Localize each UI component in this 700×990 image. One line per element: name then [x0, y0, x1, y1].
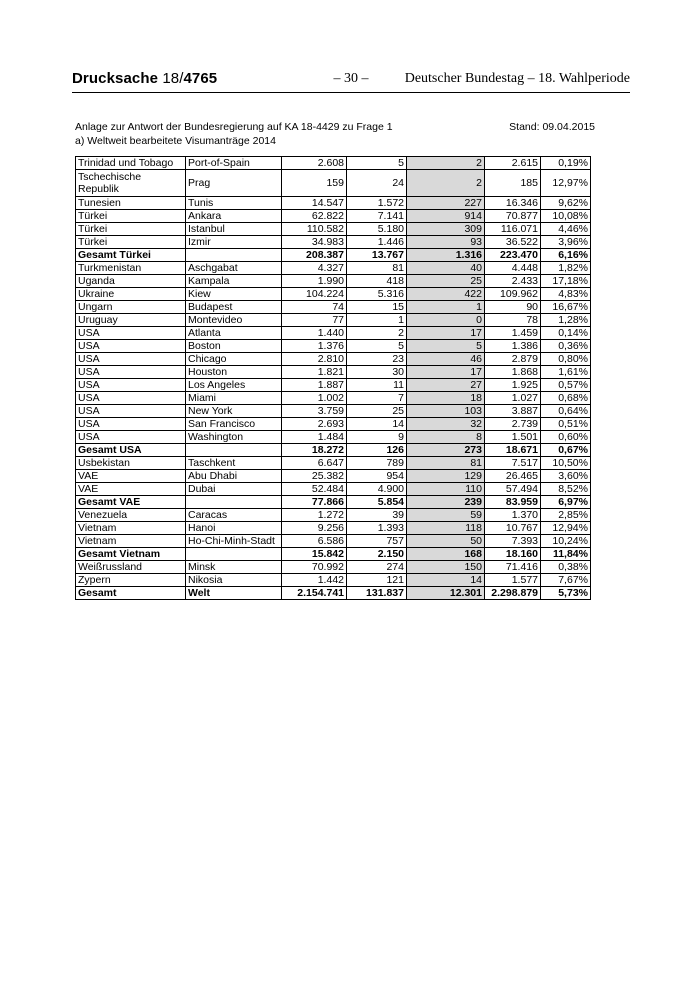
cell-value-a: 1.990 — [282, 275, 347, 288]
cell-value-c: 46 — [407, 353, 485, 366]
cell-city: Dubai — [186, 483, 282, 496]
cell-city: Kampala — [186, 275, 282, 288]
cell-value-d: 1.577 — [485, 574, 541, 587]
cell-city: Minsk — [186, 561, 282, 574]
table-total-row — [76, 249, 591, 262]
cell-value-e: 1,28% — [541, 314, 591, 327]
cell-value-e: 0,38% — [541, 561, 591, 574]
cell-value-e: 4,83% — [541, 288, 591, 301]
cell-value-e: 0,60% — [541, 431, 591, 444]
cell-value-e: 12,94% — [541, 522, 591, 535]
cell-value-b: 789 — [347, 457, 407, 470]
page-header — [72, 70, 630, 93]
cell-value-e: 6,97% — [541, 496, 591, 509]
cell-value-b: 24 — [347, 170, 407, 197]
cell-value-d: 71.416 — [485, 561, 541, 574]
cell-city — [186, 444, 282, 457]
cell-city: Atlanta — [186, 327, 282, 340]
table-row — [76, 223, 591, 236]
cell-value-e: 0,67% — [541, 444, 591, 457]
table-row — [76, 379, 591, 392]
cell-country: Turkmenistan — [76, 262, 186, 275]
cell-country: Ungarn — [76, 301, 186, 314]
cell-country: Tschechische Republik — [76, 170, 186, 197]
table-row — [76, 470, 591, 483]
cell-value-a: 15.842 — [282, 548, 347, 561]
cell-value-b: 1 — [347, 314, 407, 327]
cell-value-e: 9,62% — [541, 197, 591, 210]
cell-value-e: 10,50% — [541, 457, 591, 470]
cell-value-d: 2.615 — [485, 157, 541, 170]
cell-city — [186, 249, 282, 262]
cell-city: Nikosia — [186, 574, 282, 587]
cell-value-c: 27 — [407, 379, 485, 392]
cell-value-b: 30 — [347, 366, 407, 379]
cell-country: Gesamt — [76, 587, 186, 600]
cell-city: Washington — [186, 431, 282, 444]
cell-value-e: 4,46% — [541, 223, 591, 236]
cell-value-b: 1.393 — [347, 522, 407, 535]
cell-value-c: 129 — [407, 470, 485, 483]
cell-value-c: 1 — [407, 301, 485, 314]
cell-value-a: 62.822 — [282, 210, 347, 223]
cell-value-d: 223.470 — [485, 249, 541, 262]
table-row — [76, 561, 591, 574]
cell-value-b: 126 — [347, 444, 407, 457]
cell-city: Ankara — [186, 210, 282, 223]
table-body — [76, 157, 591, 600]
cell-value-b: 5 — [347, 157, 407, 170]
cell-country: Vietnam — [76, 535, 186, 548]
table-row — [76, 170, 591, 197]
cell-country: Türkei — [76, 236, 186, 249]
cell-value-b: 9 — [347, 431, 407, 444]
cell-country: USA — [76, 392, 186, 405]
cell-country: VAE — [76, 470, 186, 483]
cell-value-b: 81 — [347, 262, 407, 275]
cell-value-e: 16,67% — [541, 301, 591, 314]
table-total-row — [76, 587, 591, 600]
cell-value-b: 274 — [347, 561, 407, 574]
document-number: Drucksache 18/4765 — [72, 70, 218, 87]
cell-value-c: 227 — [407, 197, 485, 210]
cell-city: Chicago — [186, 353, 282, 366]
cell-value-b: 2.150 — [347, 548, 407, 561]
cell-country: USA — [76, 418, 186, 431]
cell-value-e: 11,84% — [541, 548, 591, 561]
cell-value-c: 8 — [407, 431, 485, 444]
cell-value-a: 70.992 — [282, 561, 347, 574]
cell-country: VAE — [76, 483, 186, 496]
cell-value-d: 1.459 — [485, 327, 541, 340]
cell-value-a: 3.759 — [282, 405, 347, 418]
cell-value-e: 1,61% — [541, 366, 591, 379]
cell-value-b: 7 — [347, 392, 407, 405]
table-row — [76, 366, 591, 379]
cell-city: Ho-Chi-Minh-Stadt — [186, 535, 282, 548]
cell-value-e: 8,52% — [541, 483, 591, 496]
cell-country: Tunesien — [76, 197, 186, 210]
cell-value-c: 32 — [407, 418, 485, 431]
table-row — [76, 431, 591, 444]
cell-value-e: 3,96% — [541, 236, 591, 249]
table-row — [76, 457, 591, 470]
cell-value-b: 131.837 — [347, 587, 407, 600]
cell-city: Boston — [186, 340, 282, 353]
cell-value-b: 14 — [347, 418, 407, 431]
cell-value-d: 2.433 — [485, 275, 541, 288]
cell-city: New York — [186, 405, 282, 418]
table-row — [76, 301, 591, 314]
cell-value-a: 6.647 — [282, 457, 347, 470]
cell-value-b: 39 — [347, 509, 407, 522]
caption-line-1: Anlage zur Antwort der Bundesregierung auf KA 18-4429 zu Frage 1 — [75, 121, 393, 133]
cell-value-d: 109.962 — [485, 288, 541, 301]
cell-country: Trinidad und Tobago — [76, 157, 186, 170]
cell-country: Ukraine — [76, 288, 186, 301]
cell-value-c: 273 — [407, 444, 485, 457]
cell-country: Gesamt Vietnam — [76, 548, 186, 561]
cell-country: Venezuela — [76, 509, 186, 522]
cell-value-a: 208.387 — [282, 249, 347, 262]
cell-value-d: 1.370 — [485, 509, 541, 522]
cell-value-b: 1.446 — [347, 236, 407, 249]
cell-value-e: 3,60% — [541, 470, 591, 483]
cell-country: Vietnam — [76, 522, 186, 535]
table-row — [76, 157, 591, 170]
cell-value-b: 11 — [347, 379, 407, 392]
table-row — [76, 418, 591, 431]
table-row — [76, 340, 591, 353]
cell-city: Welt — [186, 587, 282, 600]
cell-value-b: 5.316 — [347, 288, 407, 301]
cell-city: Prag — [186, 170, 282, 197]
cell-value-b: 757 — [347, 535, 407, 548]
table-total-row — [76, 444, 591, 457]
cell-value-a: 110.582 — [282, 223, 347, 236]
cell-value-d: 1.027 — [485, 392, 541, 405]
cell-value-b: 2 — [347, 327, 407, 340]
cell-value-e: 5,73% — [541, 587, 591, 600]
cell-value-a: 2.810 — [282, 353, 347, 366]
cell-value-c: 168 — [407, 548, 485, 561]
table-total-row — [76, 496, 591, 509]
cell-value-e: 10,24% — [541, 535, 591, 548]
cell-city: Aschgabat — [186, 262, 282, 275]
cell-country: Gesamt Türkei — [76, 249, 186, 262]
page-number: – 30 – — [333, 71, 369, 86]
cell-value-a: 25.382 — [282, 470, 347, 483]
cell-country: USA — [76, 379, 186, 392]
cell-city: Hanoi — [186, 522, 282, 535]
cell-value-c: 0 — [407, 314, 485, 327]
cell-value-a: 2.608 — [282, 157, 347, 170]
cell-value-a: 1.002 — [282, 392, 347, 405]
cell-value-d: 4.448 — [485, 262, 541, 275]
cell-value-d: 7.393 — [485, 535, 541, 548]
cell-value-c: 81 — [407, 457, 485, 470]
cell-value-a: 4.327 — [282, 262, 347, 275]
table-row — [76, 288, 591, 301]
table-row — [76, 522, 591, 535]
cell-value-c: 40 — [407, 262, 485, 275]
cell-city: Kiew — [186, 288, 282, 301]
cell-value-d: 78 — [485, 314, 541, 327]
cell-value-a: 159 — [282, 170, 347, 197]
cell-city: Houston — [186, 366, 282, 379]
cell-value-d: 36.522 — [485, 236, 541, 249]
cell-value-a: 18.272 — [282, 444, 347, 457]
cell-country: Türkei — [76, 210, 186, 223]
table-row — [76, 327, 591, 340]
cell-value-a: 77.866 — [282, 496, 347, 509]
cell-value-d: 2.739 — [485, 418, 541, 431]
table-row — [76, 353, 591, 366]
cell-city: Miami — [186, 392, 282, 405]
cell-value-a: 2.693 — [282, 418, 347, 431]
cell-value-b: 5 — [347, 340, 407, 353]
cell-city — [186, 496, 282, 509]
cell-value-d: 116.071 — [485, 223, 541, 236]
cell-value-e: 0,14% — [541, 327, 591, 340]
cell-value-b: 5.854 — [347, 496, 407, 509]
publisher: Deutscher Bundestag – 18. Wahlperiode — [404, 71, 630, 86]
cell-value-a: 1.442 — [282, 574, 347, 587]
cell-value-b: 23 — [347, 353, 407, 366]
cell-country: Gesamt VAE — [76, 496, 186, 509]
cell-value-b: 1.572 — [347, 197, 407, 210]
cell-value-a: 1.821 — [282, 366, 347, 379]
cell-value-b: 25 — [347, 405, 407, 418]
cell-value-c: 1.316 — [407, 249, 485, 262]
cell-value-c: 93 — [407, 236, 485, 249]
cell-value-b: 7.141 — [347, 210, 407, 223]
cell-value-c: 2 — [407, 157, 485, 170]
cell-value-c: 18 — [407, 392, 485, 405]
cell-value-d: 7.517 — [485, 457, 541, 470]
cell-country: Weißrussland — [76, 561, 186, 574]
cell-value-a: 1.376 — [282, 340, 347, 353]
cell-value-b: 13.767 — [347, 249, 407, 262]
cell-city: Izmir — [186, 236, 282, 249]
table-row — [76, 392, 591, 405]
table-row — [76, 236, 591, 249]
cell-city: Budapest — [186, 301, 282, 314]
cell-value-c: 914 — [407, 210, 485, 223]
cell-value-c: 25 — [407, 275, 485, 288]
cell-city: Tunis — [186, 197, 282, 210]
cell-country: USA — [76, 366, 186, 379]
cell-value-c: 59 — [407, 509, 485, 522]
table-caption — [75, 120, 595, 148]
cell-value-e: 0,19% — [541, 157, 591, 170]
cell-value-d: 1.925 — [485, 379, 541, 392]
cell-value-e: 0,57% — [541, 379, 591, 392]
cell-value-d: 2.879 — [485, 353, 541, 366]
cell-value-c: 118 — [407, 522, 485, 535]
table-row — [76, 483, 591, 496]
cell-value-d: 70.877 — [485, 210, 541, 223]
cell-value-b: 5.180 — [347, 223, 407, 236]
cell-value-a: 104.224 — [282, 288, 347, 301]
cell-value-c: 2 — [407, 170, 485, 197]
cell-value-d: 57.494 — [485, 483, 541, 496]
cell-value-e: 1,82% — [541, 262, 591, 275]
cell-value-c: 14 — [407, 574, 485, 587]
cell-value-c: 50 — [407, 535, 485, 548]
cell-value-a: 74 — [282, 301, 347, 314]
cell-value-d: 18.671 — [485, 444, 541, 457]
cell-value-a: 14.547 — [282, 197, 347, 210]
cell-value-d: 2.298.879 — [485, 587, 541, 600]
cell-value-b: 418 — [347, 275, 407, 288]
cell-value-d: 1.501 — [485, 431, 541, 444]
caption-line-2: a) Weltweit bearbeitete Visumanträge 2014 — [75, 135, 276, 147]
cell-value-c: 150 — [407, 561, 485, 574]
cell-value-a: 6.586 — [282, 535, 347, 548]
cell-city: Port-of-Spain — [186, 157, 282, 170]
cell-value-e: 0,68% — [541, 392, 591, 405]
visa-table — [75, 156, 591, 600]
cell-country: USA — [76, 340, 186, 353]
cell-country: USA — [76, 327, 186, 340]
cell-value-c: 17 — [407, 327, 485, 340]
cell-city: Caracas — [186, 509, 282, 522]
cell-value-a: 34.983 — [282, 236, 347, 249]
stand-date: Stand: 09.04.2015 — [509, 121, 595, 133]
cell-country: USA — [76, 405, 186, 418]
cell-value-b: 121 — [347, 574, 407, 587]
cell-country: Gesamt USA — [76, 444, 186, 457]
cell-value-d: 26.465 — [485, 470, 541, 483]
cell-city: San Francisco — [186, 418, 282, 431]
cell-country: Uruguay — [76, 314, 186, 327]
cell-value-d: 83.959 — [485, 496, 541, 509]
table-row — [76, 574, 591, 587]
cell-value-e: 0,36% — [541, 340, 591, 353]
cell-value-c: 17 — [407, 366, 485, 379]
cell-city: Montevideo — [186, 314, 282, 327]
cell-value-c: 12.301 — [407, 587, 485, 600]
cell-value-d: 185 — [485, 170, 541, 197]
cell-value-d: 90 — [485, 301, 541, 314]
table-row — [76, 314, 591, 327]
cell-country: Türkei — [76, 223, 186, 236]
cell-country: Uganda — [76, 275, 186, 288]
cell-value-d: 1.386 — [485, 340, 541, 353]
cell-city: Istanbul — [186, 223, 282, 236]
cell-value-a: 9.256 — [282, 522, 347, 535]
cell-value-a: 1.440 — [282, 327, 347, 340]
cell-value-a: 1.887 — [282, 379, 347, 392]
cell-value-c: 239 — [407, 496, 485, 509]
cell-value-a: 52.484 — [282, 483, 347, 496]
cell-value-c: 5 — [407, 340, 485, 353]
table-row — [76, 210, 591, 223]
cell-value-e: 12,97% — [541, 170, 591, 197]
cell-country: Zypern — [76, 574, 186, 587]
cell-city: Taschkent — [186, 457, 282, 470]
cell-value-d: 16.346 — [485, 197, 541, 210]
cell-value-d: 3.887 — [485, 405, 541, 418]
cell-value-d: 10.767 — [485, 522, 541, 535]
table-row — [76, 405, 591, 418]
cell-value-e: 0,51% — [541, 418, 591, 431]
cell-value-d: 1.868 — [485, 366, 541, 379]
cell-value-a: 1.272 — [282, 509, 347, 522]
cell-value-e: 10,08% — [541, 210, 591, 223]
cell-value-e: 0,64% — [541, 405, 591, 418]
cell-city: Abu Dhabi — [186, 470, 282, 483]
table-row — [76, 509, 591, 522]
cell-country: Usbekistan — [76, 457, 186, 470]
cell-value-e: 17,18% — [541, 275, 591, 288]
cell-value-c: 110 — [407, 483, 485, 496]
table-total-row — [76, 548, 591, 561]
cell-value-a: 1.484 — [282, 431, 347, 444]
cell-value-b: 15 — [347, 301, 407, 314]
cell-value-e: 2,85% — [541, 509, 591, 522]
cell-value-e: 7,67% — [541, 574, 591, 587]
cell-city: Los Angeles — [186, 379, 282, 392]
cell-city — [186, 548, 282, 561]
cell-country: USA — [76, 431, 186, 444]
table-row — [76, 197, 591, 210]
cell-country: USA — [76, 353, 186, 366]
cell-value-c: 103 — [407, 405, 485, 418]
cell-value-b: 954 — [347, 470, 407, 483]
cell-value-a: 77 — [282, 314, 347, 327]
table-row — [76, 262, 591, 275]
table-row — [76, 535, 591, 548]
cell-value-d: 18.160 — [485, 548, 541, 561]
cell-value-e: 0,80% — [541, 353, 591, 366]
table-row — [76, 275, 591, 288]
cell-value-c: 309 — [407, 223, 485, 236]
cell-value-e: 6,16% — [541, 249, 591, 262]
cell-value-a: 2.154.741 — [282, 587, 347, 600]
cell-value-c: 422 — [407, 288, 485, 301]
cell-value-b: 4.900 — [347, 483, 407, 496]
